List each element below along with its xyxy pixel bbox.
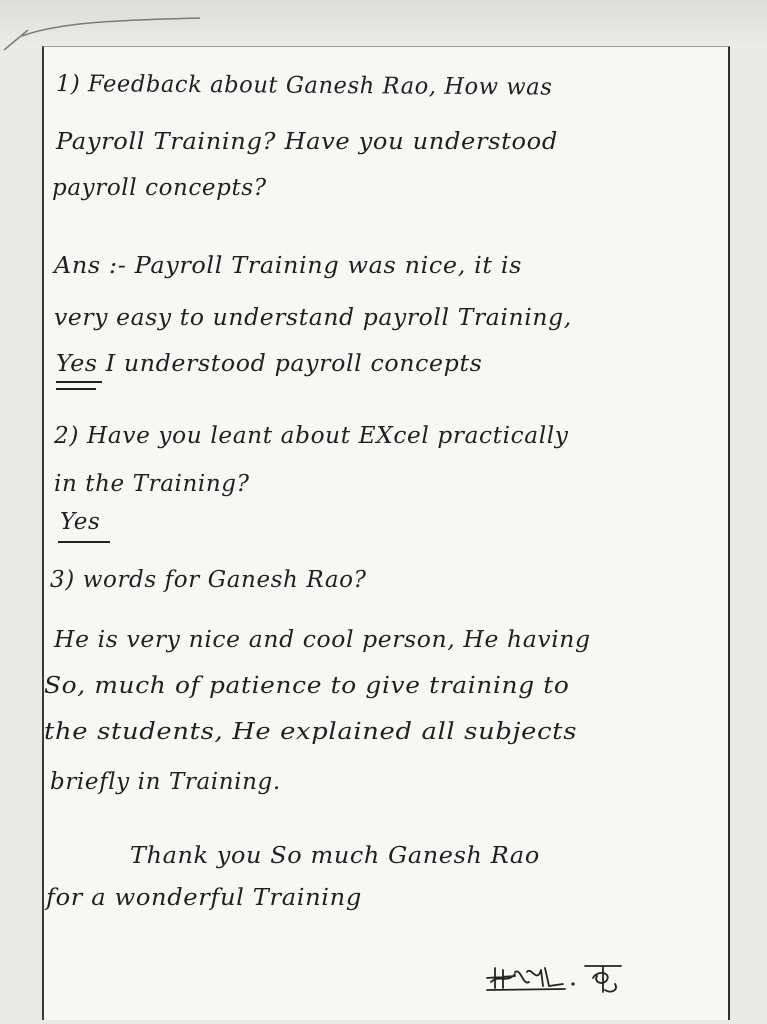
a3-line-3: the students, He explained all subjects — [44, 719, 578, 745]
a3-line-2: So, much of patience to give training to — [44, 673, 570, 699]
q2-line-2: in the Training? — [54, 471, 250, 497]
signature — [485, 962, 635, 998]
thanks-line-2: for a wonderful Training — [46, 885, 362, 911]
a1-line-2: very easy to understand payroll Training, — [54, 305, 572, 331]
yes-underline-3 — [58, 541, 110, 543]
q1-line-2: Payroll Training? Have you understood — [56, 129, 558, 155]
q2-line-1: 2) Have you leant about EXcel practically — [54, 423, 569, 449]
q1-line-1: 1) Feedback about Ganesh Rao, How was — [55, 71, 553, 101]
yes-underline-1 — [56, 381, 102, 383]
yes-underline-2 — [56, 388, 96, 390]
a3-line-4: briefly in Training. — [50, 769, 281, 795]
handwritten-page — [42, 46, 730, 1020]
q3-line-1: 3) words for Ganesh Rao? — [50, 567, 367, 593]
a1-line-1: Ans :- Payroll Training was nice, it is — [54, 253, 523, 279]
q1-line-3: payroll concepts? — [52, 175, 267, 201]
a3-line-1: He is very nice and cool person, He having — [54, 627, 591, 653]
a2-line-1: Yes — [60, 509, 101, 535]
signature-drawing — [485, 962, 635, 998]
a1-line-3: Yes I understood payroll concepts — [56, 351, 483, 377]
thanks-line-1: Thank you So much Ganesh Rao — [130, 843, 540, 869]
